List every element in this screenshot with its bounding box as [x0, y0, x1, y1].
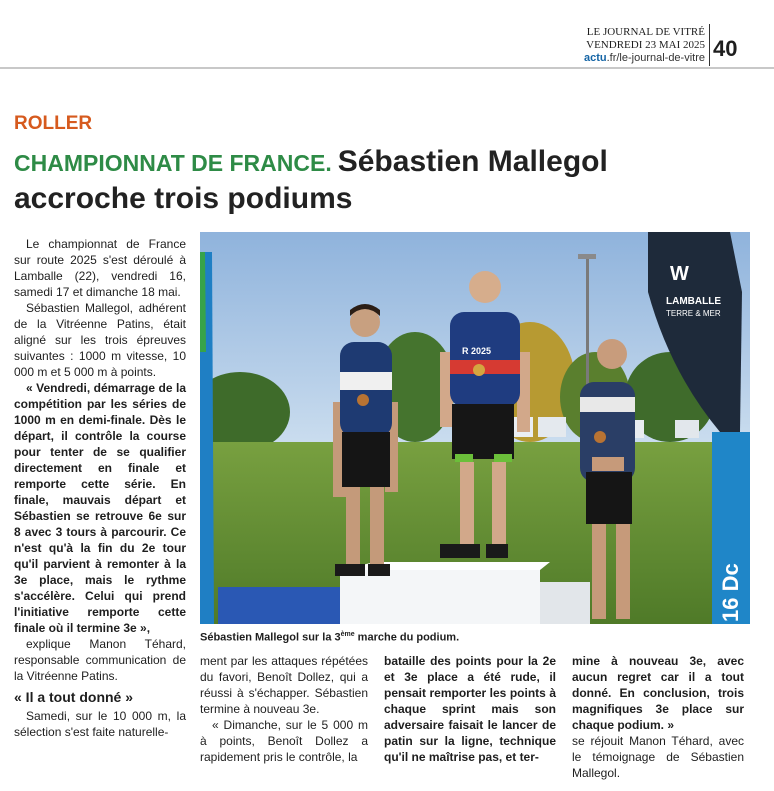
journal-name: LE JOURNAL DE VITRÉ — [586, 26, 705, 38]
url-path: .fr/le-journal-de-vitre — [606, 52, 705, 64]
podium-photo — [200, 232, 750, 624]
headline: Sébastien Mallegol accroche trois podiums — [14, 145, 608, 215]
column-3 — [384, 653, 556, 765]
svg-text:W: W — [670, 263, 689, 285]
paragraph: explique Manon Téhard, responsable communication de la Vitréenne Patins. — [14, 637, 186, 683]
title-kicker: CHAMPIONNAT DE FRANCE. — [14, 150, 332, 176]
page-number: 40 — [713, 36, 738, 61]
caption-text: Sébastien Mallegol sur la 3 — [200, 631, 341, 644]
issue-date: VENDREDI 23 MAI 2025 — [586, 39, 705, 51]
paragraph: Le championnat de France sur route 2025 s'est déroulé à Lamballe (22), vendredi 16, samedi 17 et dimanche 18 mai. — [14, 237, 186, 299]
quote-paragraph: bataille des points pour la 2e et 3e place a été rude, il pensait remporter les points à chaque sprint mais son adversaire faisait le lancer de patin sur la ligne, technique qu'il ne maîtrise pas, et ter- — [384, 654, 556, 764]
paragraph: Samedi, sur le 10 000 m, la sélection s'est faite naturelle- — [14, 709, 186, 739]
subheading: « Il a tout donné » — [14, 689, 134, 705]
paragraph: se réjouit Manon Téhard, avec le témoignage de Sébastien Mallegol. — [572, 734, 744, 780]
flag-brand-1: LAMBALLE — [666, 296, 721, 307]
article-title — [14, 144, 714, 217]
journal-url[interactable] — [540, 52, 705, 64]
column-2 — [200, 653, 368, 765]
paragraph: Sébastien Mallegol, adhérent de la Vitréenne Patins, était aligné sur les trois épreuves suivantes : 1000 m vitesse, 10 000 m et 5 000 m à points. — [14, 301, 186, 379]
column-1 — [14, 236, 186, 740]
banner-text: 16 Dc — [718, 563, 743, 622]
caption-superscript: ème — [340, 631, 355, 638]
quote-paragraph: mine à nouveau 3e, avec aucun regret car il a tout donné. En conclusion, trois magnifiques 3e place sur chaque podium. » — [572, 654, 744, 732]
column-4 — [572, 653, 744, 781]
quote-paragraph: « Vendredi, démarrage de la compétition par les séries de 1000 m en demi-finale. Dès le départ, il contrôle la course pour tenter de se qualifier directement en finale et remporte cette série. En finale, mauvais départ et Sébastien se retrouve 6e sur 8 avec 3 tours à parcourir. Ce n'est qu'à la fin du 2e tour qu'il parvient à remonter à la 3e place, mais le rythme s'accélère. Celui qui prend l'initiative remporte cette finale où il termine 3e », — [14, 381, 186, 635]
flag-brand-2: TERRE & MER — [666, 309, 721, 318]
url-domain: actu — [583, 52, 607, 64]
paragraph: ment par les attaques répétées du favori, Benoît Dollez, qui a réussi à s'échapper. Sébastien termine à nouveau 3e. — [200, 654, 368, 716]
jersey-text: R 2025 — [462, 346, 492, 356]
header-separator — [709, 24, 710, 66]
header-rule — [0, 67, 774, 69]
photo-caption — [200, 628, 459, 645]
caption-text-end: marche du podium. — [354, 631, 460, 644]
section-rubric: ROLLER — [14, 113, 93, 134]
paragraph: « Dimanche, sur le 5 000 m à points, Benoît Dollez a rapidement pris le contrôle, la — [200, 718, 368, 764]
